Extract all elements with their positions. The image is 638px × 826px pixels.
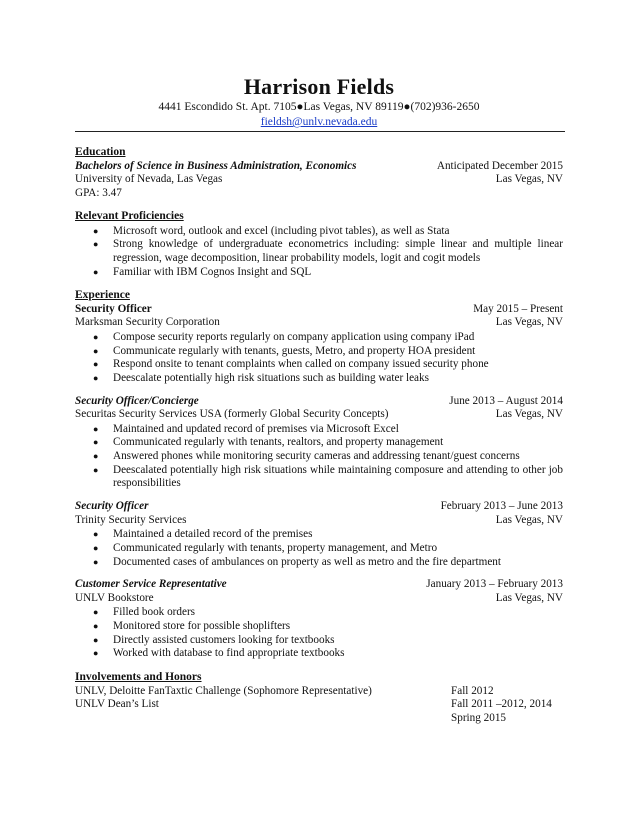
job-title: Security Officer: [75, 302, 152, 315]
degree: Bachelors of Science in Business Administration, Economics: [75, 159, 357, 172]
job-location: Las Vegas, NV: [495, 408, 563, 421]
bullet-icon: ●: [93, 266, 99, 277]
list-item: ● Microsoft word, outlook and excel (including pivot tables), as well as Stata: [93, 224, 450, 237]
bullet-icon: ●: [93, 359, 99, 370]
experience-heading: Experience: [75, 289, 130, 302]
honors-heading: Involvements and Honors: [75, 671, 202, 684]
honor-row: [75, 698, 563, 725]
list-item: ● Maintained and updated record of premises via Microsoft Excel: [93, 422, 399, 435]
bullet-icon: ●: [93, 529, 99, 540]
list-item: ● Familiar with IBM Cognos Insight and SQL: [93, 265, 312, 278]
job-company: UNLV Bookstore: [75, 591, 154, 604]
list-item: ● Deescalate potentially high risk situations such as building water leaks: [93, 371, 429, 384]
proficiencies-list: [75, 225, 563, 280]
bullet-icon: ●: [93, 648, 99, 659]
contact-address: 4441 Escondido St. Apt. 7105●Las Vegas, NV 89119●(702)936-2650: [158, 101, 480, 113]
job-location: Las Vegas, NV: [495, 513, 563, 526]
list-item: ● Maintained a detailed record of the premises: [93, 528, 313, 541]
job-company: Trinity Security Services: [75, 513, 187, 526]
job-dates: June 2013 – August 2014: [449, 394, 563, 407]
bullet-icon: ●: [93, 634, 99, 645]
bullet-icon: ●: [93, 239, 99, 250]
education-school-row: [75, 173, 563, 187]
job-bullets: [75, 606, 563, 661]
school-location: Las Vegas, NV: [495, 173, 563, 185]
bullet-icon: ●: [93, 607, 99, 618]
list-item: ● Strong knowledge of undergraduate econometrics including: simple linear and multiple linear regression, wage decomposition, linear probability models, logit and cogit models: [93, 238, 563, 264]
education-degree-row: [75, 160, 563, 174]
list-item: ● Communicate regularly with tenants, guests, Metro, and property HOA president: [93, 344, 476, 357]
job-bullets: [75, 528, 563, 569]
list-item: ● Worked with database to find appropriate textbooks: [93, 647, 345, 660]
bullet-icon: ●: [93, 372, 99, 383]
list-item: ● Deescalated potentially high risk situations while maintaining composure and attending to other job responsibilities: [93, 463, 563, 490]
school: University of Nevada, Las Vegas: [75, 173, 223, 185]
bullet-icon: ●: [93, 556, 99, 567]
bullet-icon: ●: [93, 464, 99, 475]
bullet-icon: ●: [93, 437, 99, 448]
email-link[interactable]: fieldsh@unlv.nevada.edu: [260, 116, 378, 128]
bullet-icon: ●: [93, 225, 99, 236]
education-heading: Education: [75, 146, 126, 158]
bullet-icon: ●: [93, 451, 99, 462]
honor-name: UNLV Dean’s List: [75, 698, 159, 711]
job-dates: January 2013 – February 2013: [426, 578, 563, 591]
graduation-date: Anticipated December 2015: [436, 159, 563, 172]
job-bullets: [75, 423, 563, 492]
job-company: Securitas Security Services USA (formerly Global Security Concepts): [75, 408, 389, 421]
honor-row: [75, 685, 563, 699]
job-title: Customer Service Representative: [75, 578, 227, 591]
job-title: Security Officer: [75, 500, 149, 513]
job-bullets: [75, 331, 563, 386]
bullet-icon: ●: [93, 620, 99, 631]
list-item: ● Monitored store for possible shoplifters: [93, 619, 291, 632]
job-entry: [75, 578, 563, 661]
job-entry: [75, 303, 563, 386]
gpa: GPA: 3.47: [75, 186, 122, 199]
header-divider: [75, 131, 565, 132]
list-item: ● Compose security reports regularly on company application using company iPad: [93, 330, 475, 343]
list-item: ● Respond onsite to tenant complaints when called on company issued security phone: [93, 358, 489, 371]
list-item: ● Filled book orders: [93, 606, 196, 619]
honor-date: Fall 2011 –2012, 2014 Spring 2015: [451, 698, 552, 724]
job-dates: February 2013 – June 2013: [440, 500, 563, 513]
contact-email: [0, 116, 638, 128]
list-item: ● Directly assisted customers looking for textbooks: [93, 633, 335, 646]
job-location: Las Vegas, NV: [495, 316, 563, 329]
applicant-name: Harrison Fields: [243, 74, 395, 99]
list-item: ● Documented cases of ambulances on property as well as metro and the fire department: [93, 555, 502, 568]
job-entry: [75, 500, 563, 569]
bullet-icon: ●: [93, 423, 99, 434]
job-title: Security Officer/Concierge: [75, 394, 199, 407]
bullet-icon: ●: [93, 542, 99, 553]
list-item: ● Communicated regularly with tenants, property management, and Metro: [93, 541, 438, 554]
job-dates: May 2015 – Present: [473, 302, 563, 315]
list-item: ● Answered phones while monitoring security cameras and addressing tenant/guest concerns: [93, 450, 520, 463]
bullet-icon: ●: [93, 331, 99, 342]
job-entry: [75, 395, 563, 492]
job-location: Las Vegas, NV: [495, 591, 563, 604]
resume-body: [75, 140, 563, 725]
honor-name: UNLV, Deloitte FanTaxtic Challenge (Sophomore Representative): [75, 684, 372, 697]
honor-date: Fall 2012: [451, 684, 494, 697]
proficiencies-heading: Relevant Proficiencies: [75, 210, 184, 222]
job-company: Marksman Security Corporation: [75, 316, 220, 329]
bullet-icon: ●: [93, 345, 99, 356]
list-item: ● Communicated regularly with tenants, realtors, and property management: [93, 436, 444, 449]
